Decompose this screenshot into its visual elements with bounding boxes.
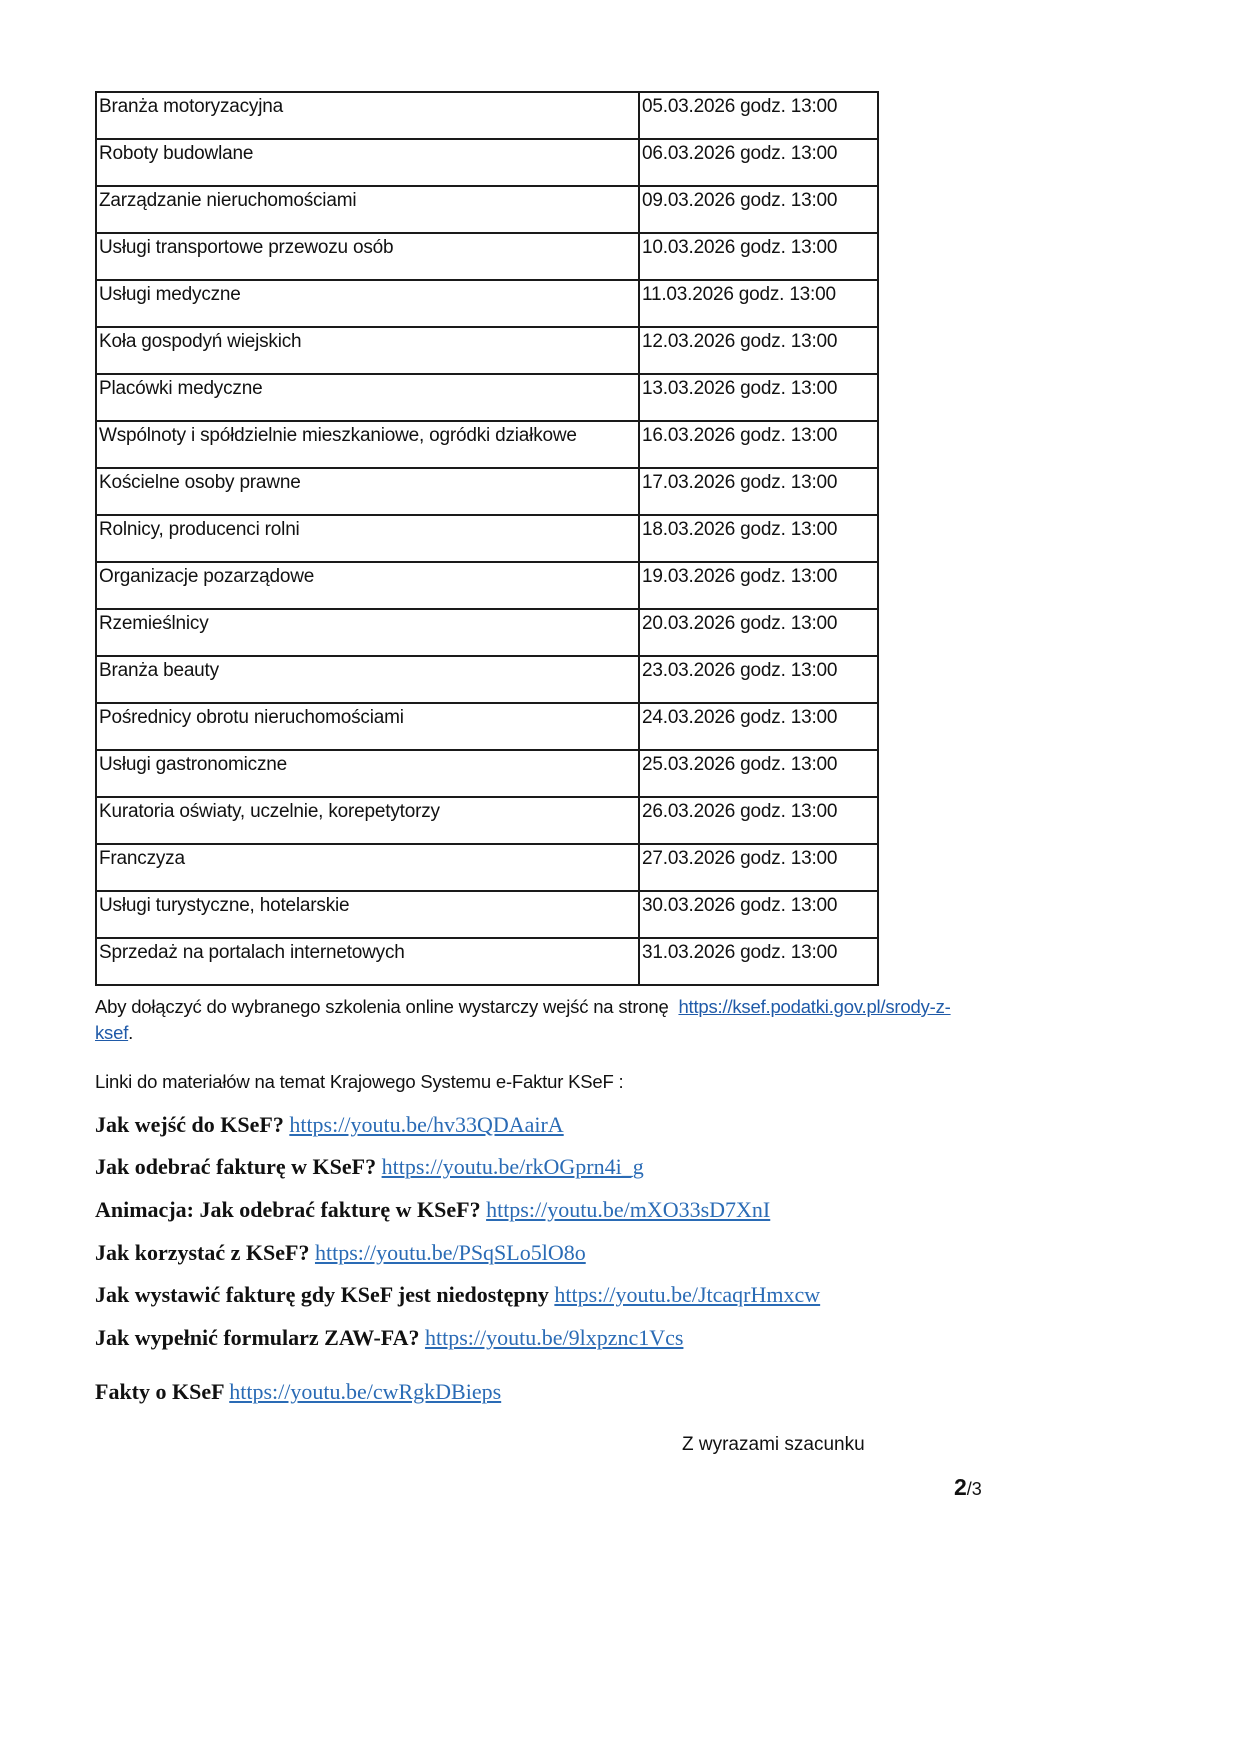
date-cell: 23.03.2026 godz. 13:00 <box>639 656 878 703</box>
category-cell: Sprzedaż na portalach internetowych <box>96 938 639 985</box>
category-cell: Usługi turystyczne, hotelarskie <box>96 891 639 938</box>
date-cell: 26.03.2026 godz. 13:00 <box>639 797 878 844</box>
material-link[interactable]: https://youtu.be/hv33QDAairA <box>289 1112 564 1137</box>
table-row <box>96 938 878 985</box>
table-row <box>96 844 878 891</box>
material-link[interactable]: https://youtu.be/PSqSLo5lO8o <box>314 1240 586 1265</box>
table-row <box>96 562 878 609</box>
date-cell: 11.03.2026 godz. 13:00 <box>639 280 878 327</box>
category-cell: Rzemieślnicy <box>96 609 639 656</box>
category-cell: Koła gospodyń wiejskich <box>96 327 639 374</box>
material-item <box>95 1282 820 1308</box>
table-row <box>96 233 878 280</box>
category-cell: Kościelne osoby prawne <box>96 468 639 515</box>
date-cell: 05.03.2026 godz. 13:00 <box>639 92 878 139</box>
join-info-text: Aby dołączyć do wybranego szkolenia online wystarczy wejść na stronę <box>95 996 669 1017</box>
date-cell: 12.03.2026 godz. 13:00 <box>639 327 878 374</box>
table-row <box>96 280 878 327</box>
category-cell: Pośrednicy obrotu nieruchomościami <box>96 703 639 750</box>
page-number <box>954 1474 982 1501</box>
category-cell: Placówki medyczne <box>96 374 639 421</box>
material-link[interactable]: https://youtu.be/JtcaqrHmxcw <box>554 1282 821 1307</box>
join-info-paragraph <box>95 994 995 1046</box>
material-item <box>95 1240 586 1266</box>
material-label: Jak odebrać fakturę w KSeF? <box>95 1154 377 1179</box>
date-cell: 06.03.2026 godz. 13:00 <box>639 139 878 186</box>
material-label: Animacja: Jak odebrać fakturę w KSeF? <box>95 1197 481 1222</box>
material-label: Fakty o KSeF <box>95 1379 224 1404</box>
date-cell: 20.03.2026 godz. 13:00 <box>639 609 878 656</box>
page-current: 2 <box>954 1474 967 1500</box>
table-row <box>96 186 878 233</box>
table-row <box>96 891 878 938</box>
category-cell: Branża beauty <box>96 656 639 703</box>
table-row <box>96 703 878 750</box>
closing-salutation: Z wyrazami szacunku <box>682 1434 865 1455</box>
date-cell: 09.03.2026 godz. 13:00 <box>639 186 878 233</box>
date-cell: 24.03.2026 godz. 13:00 <box>639 703 878 750</box>
category-cell: Rolnicy, producenci rolni <box>96 515 639 562</box>
date-cell: 25.03.2026 godz. 13:00 <box>639 750 878 797</box>
category-cell: Usługi gastronomiczne <box>96 750 639 797</box>
material-item <box>95 1325 683 1351</box>
table-row <box>96 750 878 797</box>
category-cell: Usługi transportowe przewozu osób <box>96 233 639 280</box>
material-link[interactable]: https://youtu.be/rkOGprn4i_g <box>381 1154 644 1179</box>
material-item <box>95 1379 501 1405</box>
date-cell: 31.03.2026 godz. 13:00 <box>639 938 878 985</box>
table-row <box>96 656 878 703</box>
category-cell: Zarządzanie nieruchomościami <box>96 186 639 233</box>
date-cell: 16.03.2026 godz. 13:00 <box>639 421 878 468</box>
table-row <box>96 421 878 468</box>
date-cell: 19.03.2026 godz. 13:00 <box>639 562 878 609</box>
material-label: Jak wejść do KSeF? <box>95 1112 284 1137</box>
ksef-training-link[interactable]: https://ksef.podatki.gov.pl/srody-z- ksef <box>95 996 951 1043</box>
page-total: /3 <box>966 1479 982 1499</box>
table-row <box>96 797 878 844</box>
table-row <box>96 515 878 562</box>
date-cell: 18.03.2026 godz. 13:00 <box>639 515 878 562</box>
table-row <box>96 92 878 139</box>
material-label: Jak wystawić fakturę gdy KSeF jest niedostępny <box>95 1282 549 1307</box>
category-cell: Kuratoria oświaty, uczelnie, korepetytorzy <box>96 797 639 844</box>
training-schedule-table <box>95 91 879 986</box>
date-cell: 10.03.2026 godz. 13:00 <box>639 233 878 280</box>
table-row <box>96 468 878 515</box>
category-cell: Franczyza <box>96 844 639 891</box>
table-row <box>96 374 878 421</box>
material-item <box>95 1112 564 1138</box>
material-item <box>95 1197 770 1223</box>
table-row <box>96 139 878 186</box>
table-row <box>96 609 878 656</box>
category-cell: Usługi medyczne <box>96 280 639 327</box>
material-label: Jak korzystać z KSeF? <box>95 1240 310 1265</box>
category-cell: Organizacje pozarządowe <box>96 562 639 609</box>
category-cell: Branża motoryzacyjna <box>96 92 639 139</box>
table-row <box>96 327 878 374</box>
join-info-suffix: . <box>128 1022 134 1043</box>
date-cell: 27.03.2026 godz. 13:00 <box>639 844 878 891</box>
category-cell: Wspólnoty i spółdzielnie mieszkaniowe, ogródki działkowe <box>96 421 639 468</box>
category-cell: Roboty budowlane <box>96 139 639 186</box>
materials-intro: Linki do materiałów na temat Krajowego Systemu e-Faktur KSeF : <box>95 1071 624 1092</box>
date-cell: 17.03.2026 godz. 13:00 <box>639 468 878 515</box>
material-item <box>95 1154 644 1180</box>
material-label: Jak wypełnić formularz ZAW-FA? <box>95 1325 420 1350</box>
date-cell: 13.03.2026 godz. 13:00 <box>639 374 878 421</box>
material-link[interactable]: https://youtu.be/mXO33sD7XnI <box>486 1197 771 1222</box>
date-cell: 30.03.2026 godz. 13:00 <box>639 891 878 938</box>
material-link[interactable]: https://youtu.be/cwRgkDBieps <box>229 1379 502 1404</box>
material-link[interactable]: https://youtu.be/9lxpznc1Vcs <box>424 1325 684 1350</box>
